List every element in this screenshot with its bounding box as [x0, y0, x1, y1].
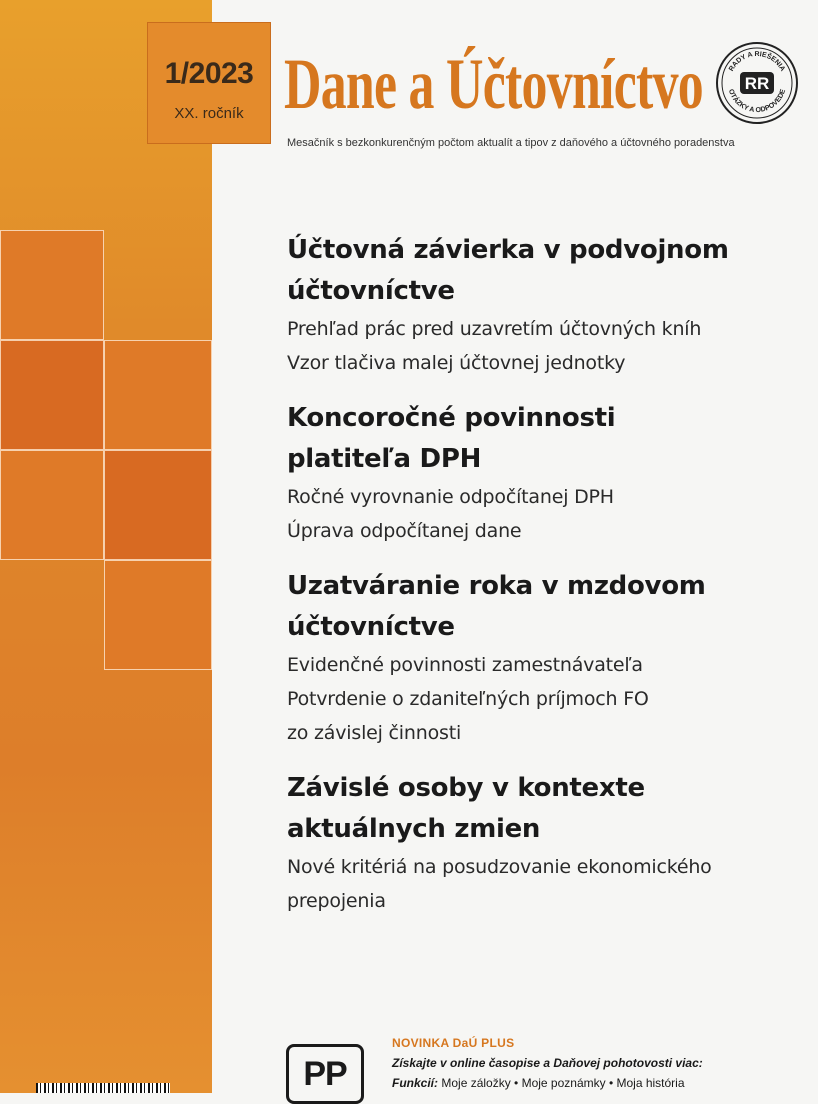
- decor-square: [0, 340, 104, 450]
- issue-box: [147, 22, 271, 144]
- decor-square: [104, 560, 212, 670]
- promo-features: [392, 1076, 685, 1090]
- pp-logo: PP: [286, 1044, 364, 1104]
- section-item: Prehľad prác pred uzavretím účtovných kníh: [287, 318, 702, 340]
- section-title: platiteľa DPH: [287, 444, 482, 474]
- section-item: zo závislej činnosti: [287, 722, 462, 744]
- section-title: Uzatváranie roka v mzdovom: [287, 571, 706, 601]
- decor-square: [104, 340, 212, 450]
- cover-section: [287, 566, 807, 750]
- section-title: účtovníctve: [287, 612, 455, 642]
- section-item: Evidenčné povinnosti zamestnávateľa: [287, 654, 643, 676]
- promo-features-text: Moje záložky • Moje poznámky • Moja história: [441, 1076, 685, 1090]
- section-item: Vzor tlačiva malej účtovnej jednotky: [287, 352, 626, 374]
- cover-section: [287, 768, 807, 918]
- decor-square: [104, 450, 212, 560]
- section-item: Ročné vyrovnanie odpočítanej DPH: [287, 486, 614, 508]
- seal-top-text: RADY A RIEŠENIA: [728, 50, 786, 73]
- promo-line: Získajte v online časopise a Daňovej pohotovosti viac:: [392, 1056, 703, 1070]
- masthead-title: Dane a Účtovníctvo: [284, 44, 703, 124]
- section-title: účtovníctve: [287, 276, 455, 306]
- section-item: Úprava odpočítanej dane: [287, 520, 522, 542]
- seal-center-text: RR: [744, 74, 770, 93]
- section-title: Koncoročné povinnosti: [287, 403, 616, 433]
- issue-volume: XX. ročník: [174, 105, 244, 122]
- section-title: aktuálnych zmien: [287, 814, 541, 844]
- masthead-subtitle: Mesačník s bezkonkurenčným počtom aktualít a tipov z daňového a účtovného poradenstva: [287, 137, 735, 149]
- issue-number: 1/2023: [164, 57, 254, 90]
- rr-seal-logo: [716, 42, 798, 124]
- promo-features-label: Funkcií:: [392, 1076, 439, 1090]
- section-item: prepojenia: [287, 890, 386, 912]
- seal-bottom-text: OTÁZKY A ODPOVEDE: [726, 88, 788, 115]
- cover-section: [287, 230, 807, 380]
- cover-contents: [287, 230, 807, 936]
- cover-section: [287, 398, 807, 548]
- barcode: [36, 1083, 170, 1093]
- decor-square: [0, 230, 104, 340]
- promo-title: NOVINKA DaÚ PLUS: [392, 1036, 515, 1050]
- decor-square: [0, 450, 104, 560]
- section-item: Potvrdenie o zdaniteľných príjmoch FO: [287, 688, 649, 710]
- section-title: Závislé osoby v kontexte: [287, 773, 645, 803]
- section-title: Účtovná závierka v podvojnom: [287, 235, 729, 265]
- section-item: Nové kritériá na posudzovanie ekonomického: [287, 856, 712, 878]
